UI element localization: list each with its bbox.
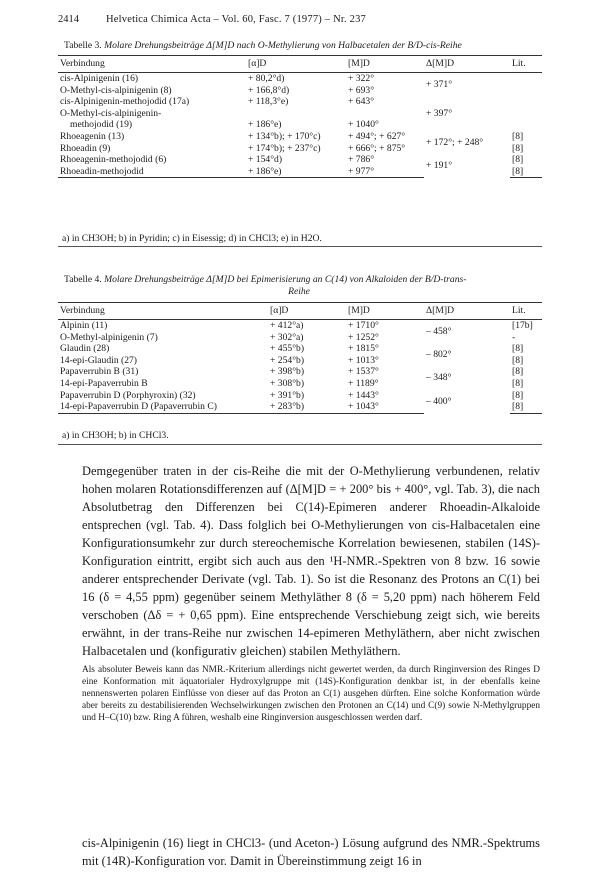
page-number: 2414: [58, 14, 79, 25]
table-cell: – 348°: [426, 372, 452, 384]
table3-header: Lit.: [510, 56, 542, 73]
table4-caption-text: Molare Drehungsbeiträge Δ[M]D bei Epimerisierung an C(14) von Alkaloiden der B/D-trans-: [104, 274, 467, 285]
table-cell: + 254°b): [270, 354, 305, 366]
table-row: [58, 343, 542, 355]
table-row: [58, 320, 542, 332]
table-cell: + 191°: [426, 160, 453, 172]
table-cell: [8]: [512, 377, 524, 389]
table-cell: 14-epi-Papaverrubin D (Papaverrubin C): [58, 401, 268, 413]
table4-header: [α]D: [268, 303, 346, 320]
table-cell: + 455°b): [270, 343, 305, 355]
table3: [58, 55, 542, 178]
table-row: [58, 154, 542, 166]
table-cell: + 397°: [426, 107, 453, 119]
table-cell: Rhoeagenin (13): [60, 130, 125, 142]
table4-header: [M]D: [346, 303, 424, 320]
table-cell: O-Methyl-cis-alpinigenin (8): [60, 84, 172, 96]
table-cell: Glaudin (28): [60, 343, 110, 355]
table4: [58, 302, 542, 414]
table-cell: + 308°b): [270, 377, 305, 389]
table4-header: Verbindung: [58, 303, 268, 320]
table-cell: + 134°b); + 170°c): [248, 130, 321, 142]
table-row: [58, 96, 542, 108]
table3-header: [M]D: [346, 56, 424, 73]
table-cell: + 1040°: [348, 119, 379, 131]
table-cell: Alpinin (11): [60, 320, 108, 331]
table3-bottom-rule: [58, 246, 542, 247]
table-cell: + 154°d): [248, 154, 283, 166]
table4-footnote: a) in CH3OH; b) in CHCl3.: [62, 430, 169, 441]
table-cell: Rhoeadin-methojodid: [58, 166, 246, 178]
table-cell: 14-epi-Papaverrubin B: [60, 377, 148, 389]
table-cell: [8]: [512, 142, 524, 154]
table-cell: + 398°b): [270, 366, 305, 378]
table-cell: + 643°: [348, 96, 375, 108]
table-cell: + 174°b); + 237°c): [248, 142, 321, 154]
table-cell: Rhoeadin (9): [60, 142, 111, 154]
table-cell: + 186°e): [246, 166, 346, 178]
page-header: [58, 14, 542, 25]
table-cell: + 1710°: [348, 320, 379, 331]
table-cell: + 1189°: [348, 377, 379, 389]
table-cell: O-Methyl-alpinigenin (7): [60, 331, 158, 343]
table-cell: – 802°: [426, 348, 452, 360]
table4-header: Δ[M]D: [424, 303, 510, 320]
table-cell: + 80,2°d): [248, 73, 285, 84]
table-cell: cis-Alpinigenin-methojodid (17a): [60, 96, 190, 108]
table4-bottom-rule: [58, 444, 542, 445]
table-cell: + 1537°: [348, 366, 379, 378]
table4-header: Lit.: [510, 303, 542, 320]
note-paragraph: Als absoluter Beweis kann das NMR.-Kriterium allerdings nicht gewertet werden, da durch Ringinversion des Ringes D eine Konformation mit äquatorialer Hydroxylgruppe mit (14S)-Konfiguration denkbar ist, in der ebenfalls keine nennenswerten polaren Einflüsse von dieser auf das Proton an C(1) ausgehen dürften. Eine solche Konformation würde aber bereits zu destabilisierenden Wechselwirkungen zwischen den Protonen an C(14) und C(9) sowie N-Methylgruppen und H–C(10) bzw. Ring A führen, weshalb eine Ringinversion ausgeschlossen werden darf.: [82, 665, 540, 723]
table-cell: + 186°e): [248, 119, 282, 131]
table-cell: + 118,3°e): [248, 96, 289, 108]
table-cell: [17b]: [512, 320, 533, 331]
table-cell: + 693°: [348, 84, 375, 96]
table-cell: O-Methyl-cis-alpinigenin-: [60, 107, 162, 119]
table-cell: [8]: [512, 154, 524, 166]
table-cell: + 322°: [348, 73, 375, 84]
table-cell: [8]: [512, 354, 524, 366]
table4-caption-text-2: Reihe: [288, 286, 310, 297]
table4-caption-label: Tabelle 4.: [64, 274, 102, 285]
table3-header-row: [58, 56, 542, 73]
table-cell: + 302°a): [270, 331, 304, 343]
table-cell: 14-epi-Glaudin (27): [60, 354, 137, 366]
table-cell: + 1443°: [348, 389, 379, 401]
table-row: [58, 390, 542, 402]
table4-header-row: [58, 303, 542, 320]
table3-header: Δ[M]D: [424, 56, 510, 73]
table-cell: + 977°: [346, 166, 424, 178]
table-cell: methojodid (19): [70, 119, 133, 131]
table-row: [58, 131, 542, 143]
table-cell: + 412°a): [270, 320, 304, 331]
table-cell: + 1815°: [348, 343, 379, 355]
table-cell: [8]: [512, 130, 524, 142]
table-cell: [8]: [510, 166, 542, 178]
table3-footnote: a) in CH3OH; b) in Pyridin; c) in Eisessig; d) in CHCl3; e) in H2O.: [62, 233, 322, 244]
table3-header: Verbindung: [58, 56, 246, 73]
table3-caption-text: Molare Drehungsbeiträge Δ[M]D nach O-Methylierung von Halbacetalen der B/D-cis-Reihe: [104, 40, 462, 51]
table-cell: + 1043°: [346, 401, 424, 413]
table-cell: Rhoeagenin-methojodid (6): [60, 154, 167, 166]
table-cell: [8]: [512, 343, 524, 355]
table-cell: cis-Alpinigenin (16): [60, 73, 139, 84]
table-row: [58, 73, 542, 85]
table-cell: + 172°; + 248°: [426, 136, 484, 148]
table-cell: – 400°: [426, 395, 452, 407]
table-cell: + 666°; + 875°: [348, 142, 406, 154]
table-cell: + 1252°: [348, 331, 379, 343]
table4-caption: [64, 274, 534, 298]
table-cell: + 786°: [348, 154, 375, 166]
table-cell: – 458°: [426, 325, 452, 337]
table3-caption-label: Tabelle 3.: [64, 40, 102, 51]
table-cell: Papaverrubin D (Porphyroxin) (32): [60, 389, 196, 401]
table-cell: [8]: [510, 401, 542, 413]
table-cell: [8]: [512, 366, 524, 378]
table-cell: + 494°; + 627°: [348, 130, 406, 142]
table-cell: -: [512, 331, 516, 343]
table-row: [58, 366, 542, 378]
table-cell: + 1013°: [348, 354, 379, 366]
paragraph-continuation: cis-Alpinigenin (16) liegt in CHCl3- (und Aceton-) Lösung aufgrund des NMR.-Spektrums mit (14R)-Konfiguration vor. Damit in Übereinstimmung zeigt 16 in: [82, 836, 540, 868]
table-cell: + 371°: [426, 78, 453, 90]
paragraph-main: Demgegenüber traten in der cis-Reihe die mit der O-Methylierung verbundenen, relativ hohen molaren Rotationsdifferenzen auf (Δ[M]D = + 200° bis + 400°, vgl. Tab. 3), die nach Absolutbetrag den Differenzen bei C(14)-Epimeren anderer Rhoeadin-Alkaloide entsprechen (vgl. Tab. 4). Dass folglich bei O-Methylierungen von cis-Halbacetalen eine Konfigurationsumkehr zur durch stereochemische Korrelation bewiesenen, stabilen (14S)-Konfiguration eintritt, ergibt sich auch aus den ¹H-NMR.-Spektren von 8 bzw. 16 sowie anderer entsprechender Derivate (vgl. Tab. 1). So ist die Resonanz des Protons an C(1) bei 16 (δ = 4,55 ppm) gegenüber seinem Methyläther 8 (δ = 5,20 ppm) nach höherem Feld verschoben (Δδ = + 0,65 ppm). Eine entsprechende Verschiebung zeigt sich, wie bereits erwähnt, in der trans-Reihe nur zwischen 14-epimeren Methyläthern, aber nicht zwischen Halbacetalen und (konfigurativ gleichen) stabilen Methyläthern.: [82, 464, 540, 658]
table-cell: + 166,8°d): [248, 84, 290, 96]
table3-header: [α]D: [246, 56, 346, 73]
table-cell: + 283°b): [268, 401, 346, 413]
table-cell: Papaverrubin B (31): [60, 366, 139, 378]
table-cell: [8]: [512, 389, 524, 401]
table3-caption: [64, 40, 534, 52]
table-cell: + 391°b): [270, 389, 305, 401]
journal-title: Helvetica Chimica Acta – Vol. 60, Fasc. 7 (1977) – Nr. 237: [106, 14, 366, 25]
